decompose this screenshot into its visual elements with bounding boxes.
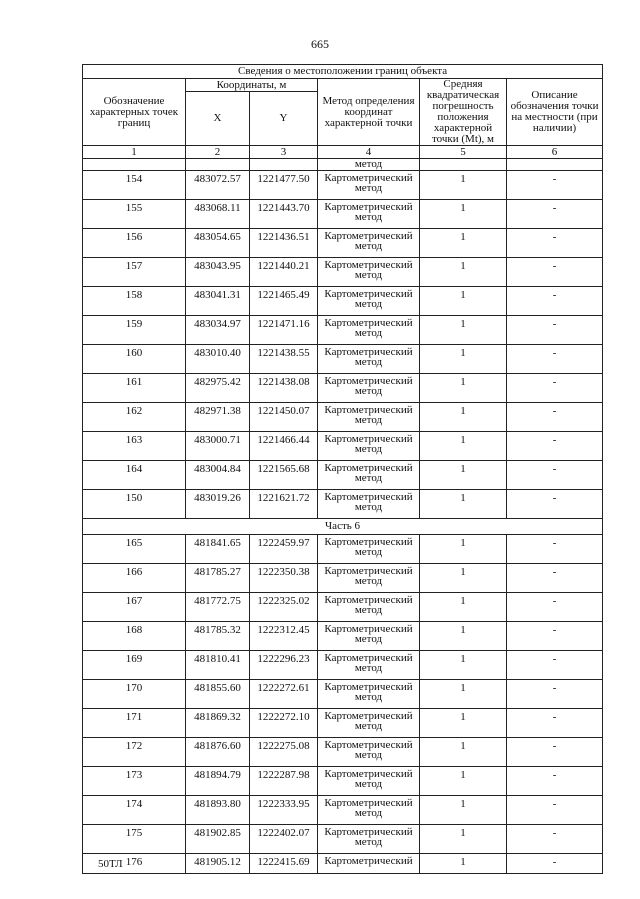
cell-point: 150 (83, 490, 186, 519)
cell-description: - (507, 258, 603, 287)
table-row (83, 535, 603, 564)
table-row (83, 680, 603, 709)
cell-description: - (507, 651, 603, 680)
header-designation: Обозначение характерных точек границ (83, 79, 186, 146)
continuation-row (83, 159, 603, 171)
cell-y: 1221621.72 (250, 490, 318, 519)
table-row (83, 490, 603, 519)
cell-x: 483043.95 (186, 258, 250, 287)
continuation-text: метод (318, 159, 420, 171)
column-number: 6 (507, 146, 603, 159)
cell-description: - (507, 622, 603, 651)
table-row (83, 796, 603, 825)
cell-error: 1 (420, 593, 507, 622)
cell-method: Картометрический метод (318, 680, 420, 709)
cell-method: Картометрический метод (318, 825, 420, 854)
cell-description: - (507, 229, 603, 258)
cell-y: 1221438.08 (250, 374, 318, 403)
table-body-part-5 (83, 159, 603, 519)
cell-x: 481841.65 (186, 535, 250, 564)
cell-error: 1 (420, 709, 507, 738)
cell-x: 481894.79 (186, 767, 250, 796)
cell-x: 481810.41 (186, 651, 250, 680)
cell-error: 1 (420, 767, 507, 796)
cell-y: 1221438.55 (250, 345, 318, 374)
table-row (83, 403, 603, 432)
cell-method: Картометрический (318, 854, 420, 874)
cell-error: 1 (420, 374, 507, 403)
cell-point: 162 (83, 403, 186, 432)
cell-method: Картометрический метод (318, 709, 420, 738)
header-y: Y (250, 92, 318, 146)
cell-method: Картометрический метод (318, 738, 420, 767)
column-number: 1 (83, 146, 186, 159)
header-method: Метод определения координат характерной точки (318, 79, 420, 146)
table-row (83, 374, 603, 403)
cell-x: 481785.32 (186, 622, 250, 651)
cell-point: 155 (83, 200, 186, 229)
cell-method: Картометрический метод (318, 767, 420, 796)
part-heading (83, 519, 603, 535)
cell-x: 483068.11 (186, 200, 250, 229)
cell-x: 481855.60 (186, 680, 250, 709)
cell-y: 1222333.95 (250, 796, 318, 825)
cell-y: 1221466.44 (250, 432, 318, 461)
cell-point: 172 (83, 738, 186, 767)
cell-point: 175 (83, 825, 186, 854)
cell-x: 483000.71 (186, 432, 250, 461)
cell-error: 1 (420, 854, 507, 874)
cell-x: 483034.97 (186, 316, 250, 345)
cell-description: - (507, 767, 603, 796)
cell-point: 154 (83, 171, 186, 200)
cell-description: - (507, 796, 603, 825)
cell-point: 174 (83, 796, 186, 825)
cell-description: - (507, 200, 603, 229)
table-row (83, 854, 603, 874)
footer-code: 50ТЛ (98, 858, 123, 870)
cell-error: 1 (420, 796, 507, 825)
table-row (83, 593, 603, 622)
cell-x: 483072.57 (186, 171, 250, 200)
header-error: Средняя квадратическая погрешность положения характерной точки (Mt), м (420, 79, 507, 146)
cell-error: 1 (420, 229, 507, 258)
cell-y: 1222312.45 (250, 622, 318, 651)
cell-y: 1222402.07 (250, 825, 318, 854)
cell-description: - (507, 680, 603, 709)
table-row (83, 287, 603, 316)
cell-description: - (507, 403, 603, 432)
column-number: 5 (420, 146, 507, 159)
cell-description: - (507, 287, 603, 316)
cell-point: 166 (83, 564, 186, 593)
cell-y: 1221471.16 (250, 316, 318, 345)
cell-error: 1 (420, 564, 507, 593)
cell-point: 160 (83, 345, 186, 374)
table-row (83, 316, 603, 345)
cell-error: 1 (420, 287, 507, 316)
cell-y: 1222296.23 (250, 651, 318, 680)
cell-x: 483010.40 (186, 345, 250, 374)
boundary-coordinates-table (82, 64, 603, 874)
cell-x: 481772.75 (186, 593, 250, 622)
cell-y: 1221465.49 (250, 287, 318, 316)
table-row (83, 622, 603, 651)
cell-error: 1 (420, 403, 507, 432)
cell-error: 1 (420, 258, 507, 287)
cell-x: 482971.38 (186, 403, 250, 432)
cell-method: Картометрический метод (318, 461, 420, 490)
cell-y: 1221436.51 (250, 229, 318, 258)
table-row (83, 461, 603, 490)
table-row (83, 345, 603, 374)
header-coordinates: Координаты, м (186, 79, 318, 92)
table-row (83, 767, 603, 796)
cell-description: - (507, 564, 603, 593)
cell-description: - (507, 825, 603, 854)
cell-method: Картометрический метод (318, 374, 420, 403)
table-row (83, 258, 603, 287)
cell-method: Картометрический метод (318, 345, 420, 374)
cell-error: 1 (420, 825, 507, 854)
cell-error: 1 (420, 200, 507, 229)
cell-description: - (507, 316, 603, 345)
table-row (83, 432, 603, 461)
cell-method: Картометрический метод (318, 258, 420, 287)
cell-error: 1 (420, 738, 507, 767)
cell-error: 1 (420, 680, 507, 709)
cell-y: 1222415.69 (250, 854, 318, 874)
cell-method: Картометрический метод (318, 535, 420, 564)
cell-method: Картометрический метод (318, 622, 420, 651)
part-label: Часть 6 (83, 519, 603, 535)
cell-point: 167 (83, 593, 186, 622)
cell-x: 483041.31 (186, 287, 250, 316)
cell-description: - (507, 738, 603, 767)
cell-point: 171 (83, 709, 186, 738)
cell-y: 1221450.07 (250, 403, 318, 432)
cell-x: 482975.42 (186, 374, 250, 403)
cell-point: 161 (83, 374, 186, 403)
table-row (83, 709, 603, 738)
table-row (83, 564, 603, 593)
cell-method: Картометрический метод (318, 287, 420, 316)
cell-x: 481785.27 (186, 564, 250, 593)
cell-point: 158 (83, 287, 186, 316)
cell-method: Картометрический метод (318, 651, 420, 680)
cell-point: 170 (83, 680, 186, 709)
column-number: 3 (250, 146, 318, 159)
cell-x: 481869.32 (186, 709, 250, 738)
cell-method: Картометрический метод (318, 316, 420, 345)
cell-y: 1222350.38 (250, 564, 318, 593)
cell-y: 1222287.98 (250, 767, 318, 796)
cell-point: 173 (83, 767, 186, 796)
cell-point: 165 (83, 535, 186, 564)
cell-error: 1 (420, 345, 507, 374)
cell-point: 169 (83, 651, 186, 680)
cell-y: 1221440.21 (250, 258, 318, 287)
table-title: Сведения о местоположении границ объекта (83, 65, 603, 79)
table-row (83, 229, 603, 258)
cell-error: 1 (420, 461, 507, 490)
column-number: 2 (186, 146, 250, 159)
cell-error: 1 (420, 316, 507, 345)
cell-x: 483054.65 (186, 229, 250, 258)
cell-y: 1222459.97 (250, 535, 318, 564)
header-x: X (186, 92, 250, 146)
column-number: 4 (318, 146, 420, 159)
header-description: Описание обозначения точки на местности (при наличии) (507, 79, 603, 146)
cell-method: Картометрический метод (318, 593, 420, 622)
cell-x: 481902.85 (186, 825, 250, 854)
cell-method: Картометрический метод (318, 200, 420, 229)
cell-x: 481876.60 (186, 738, 250, 767)
cell-description: - (507, 171, 603, 200)
cell-y: 1221477.50 (250, 171, 318, 200)
cell-y: 1221565.68 (250, 461, 318, 490)
cell-description: - (507, 854, 603, 874)
cell-description: - (507, 345, 603, 374)
cell-error: 1 (420, 622, 507, 651)
page-number: 665 (311, 37, 329, 51)
cell-error: 1 (420, 490, 507, 519)
table-row (83, 651, 603, 680)
cell-point: 157 (83, 258, 186, 287)
table-row (83, 171, 603, 200)
cell-method: Картометрический метод (318, 564, 420, 593)
cell-point: 163 (83, 432, 186, 461)
table-body-part-6 (83, 535, 603, 874)
cell-y: 1222272.61 (250, 680, 318, 709)
cell-method: Картометрический метод (318, 490, 420, 519)
cell-y: 1222275.08 (250, 738, 318, 767)
cell-error: 1 (420, 535, 507, 564)
cell-method: Картометрический метод (318, 796, 420, 825)
cell-point: 176 (83, 854, 186, 874)
cell-description: - (507, 461, 603, 490)
cell-method: Картометрический метод (318, 171, 420, 200)
cell-x: 481893.80 (186, 796, 250, 825)
table-row (83, 825, 603, 854)
cell-point: 156 (83, 229, 186, 258)
cell-x: 483004.84 (186, 461, 250, 490)
cell-x: 481905.12 (186, 854, 250, 874)
cell-description: - (507, 432, 603, 461)
cell-error: 1 (420, 432, 507, 461)
table-row (83, 738, 603, 767)
cell-point: 168 (83, 622, 186, 651)
cell-x: 483019.26 (186, 490, 250, 519)
cell-point: 159 (83, 316, 186, 345)
cell-method: Картометрический метод (318, 432, 420, 461)
cell-point: 164 (83, 461, 186, 490)
cell-y: 1221443.70 (250, 200, 318, 229)
cell-error: 1 (420, 171, 507, 200)
table-row (83, 200, 603, 229)
cell-method: Картометрический метод (318, 229, 420, 258)
cell-description: - (507, 593, 603, 622)
cell-method: Картометрический метод (318, 403, 420, 432)
cell-description: - (507, 374, 603, 403)
cell-error: 1 (420, 651, 507, 680)
cell-y: 1222325.02 (250, 593, 318, 622)
cell-description: - (507, 709, 603, 738)
cell-description: - (507, 535, 603, 564)
cell-description: - (507, 490, 603, 519)
cell-y: 1222272.10 (250, 709, 318, 738)
